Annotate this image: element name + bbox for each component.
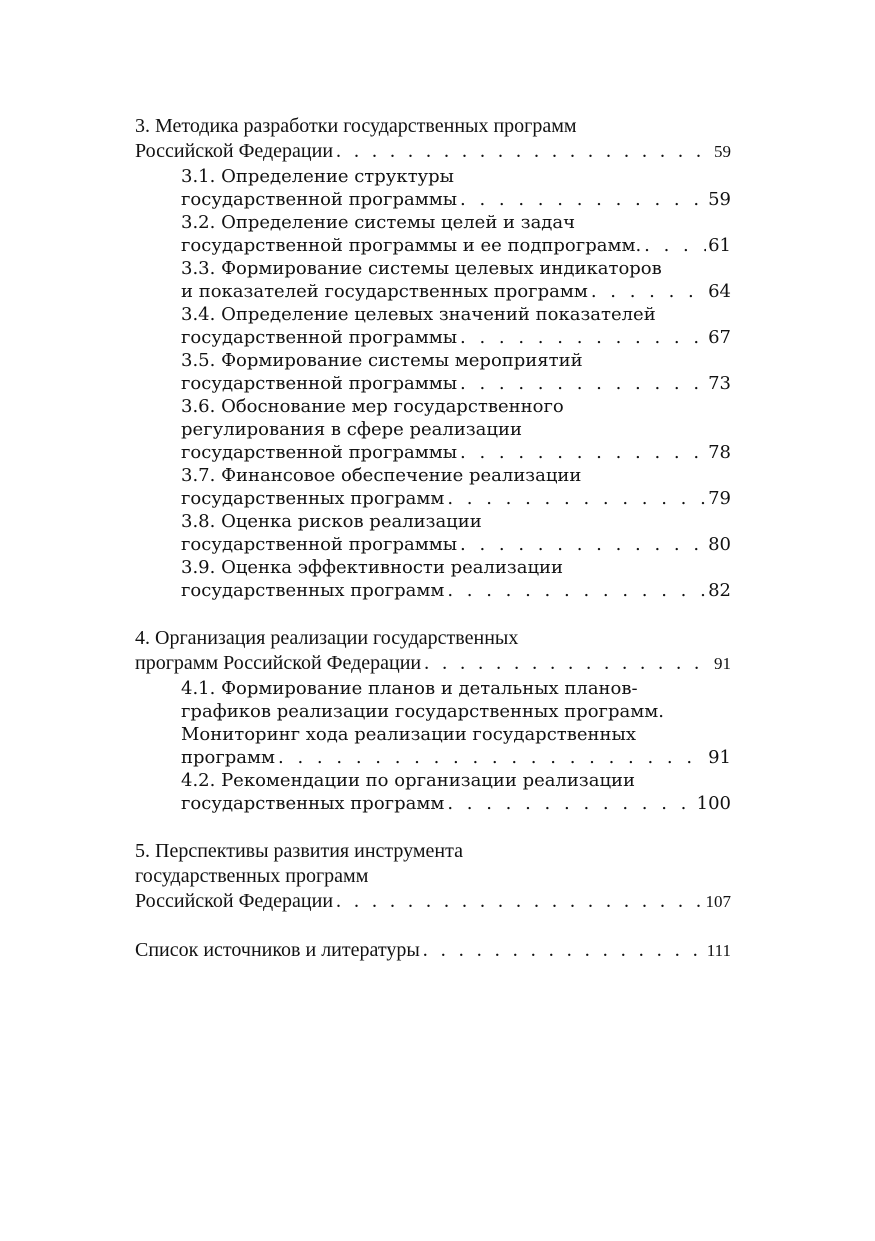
page-number: 107 xyxy=(705,892,731,911)
toc-section-3-2[interactable]: 3.2. Определение системы целей и задач государственной программы и ее подпрограмм. . . . 61 xyxy=(135,211,731,257)
page-number: 100 xyxy=(696,793,731,814)
page-number: 64 xyxy=(708,281,731,302)
dot-leader xyxy=(460,188,706,211)
chapter-title-line-last: Российской Федерации . . . 59 xyxy=(135,139,731,164)
toc-section-4-1[interactable]: 4.1. Формирование планов и детальных планов- графиков реализации государственных программ. Мониторинг хода реализации государственных программ . . . 91 xyxy=(135,677,731,769)
page-number: 91 xyxy=(714,654,731,673)
page-number: 61 xyxy=(708,235,731,256)
dot-leader xyxy=(460,441,706,464)
dot-leader xyxy=(336,139,712,164)
toc-section-4-2[interactable]: 4.2. Рекомендации по организации реализации государственных программ . . . 100 xyxy=(135,769,731,815)
dot-leader xyxy=(423,938,705,963)
dot-leader xyxy=(447,792,694,815)
page-number: 59 xyxy=(708,189,731,210)
page-number: 91 xyxy=(708,747,731,768)
toc-chapter-5[interactable] xyxy=(135,839,731,914)
dot-leader xyxy=(460,372,706,395)
page-number: 78 xyxy=(708,442,731,463)
dot-leader xyxy=(644,234,706,257)
dot-leader xyxy=(424,651,712,676)
toc-section-3-5[interactable]: 3.5. Формирование системы мероприятий государственной программы . . . 73 xyxy=(135,349,731,395)
page-number: 111 xyxy=(706,941,731,960)
toc-section-3-7[interactable]: 3.7. Финансовое обеспечение реализации государственных программ . . . 79 xyxy=(135,464,731,510)
dot-leader xyxy=(336,889,703,914)
chapter-title-line-last: Российской Федерации . . . 107 xyxy=(135,889,731,914)
toc-section-3-6[interactable]: 3.6. Обоснование мер государственного регулирования в сфере реализации государственной программы . . . 78 xyxy=(135,395,731,464)
page-number: 80 xyxy=(708,534,731,555)
toc-bibliography[interactable] xyxy=(135,938,731,963)
toc-chapter-3[interactable] xyxy=(135,114,731,164)
toc-section-3-9[interactable]: 3.9. Оценка эффективности реализации государственных программ . . . 82 xyxy=(135,556,731,602)
page-number: 82 xyxy=(708,580,731,601)
toc-section-3-8[interactable]: 3.8. Оценка рисков реализации государственной программы . . . 80 xyxy=(135,510,731,556)
page-number: 79 xyxy=(708,488,731,509)
toc-section-3-1[interactable]: 3.1. Определение структуры государственной программы . . . 59 xyxy=(135,165,731,211)
dot-leader xyxy=(447,579,706,602)
dot-leader xyxy=(460,533,706,556)
chapter-title-line: 4. Организация реализации государственных xyxy=(135,627,519,649)
page-number: 73 xyxy=(708,373,731,394)
page-number: 59 xyxy=(714,142,731,161)
dot-leader xyxy=(278,746,706,769)
toc-section-3-4[interactable]: 3.4. Определение целевых значений показателей государственной программы . . . 67 xyxy=(135,303,731,349)
dot-leader xyxy=(460,326,706,349)
chapter-title-line: 3. Методика разработки государственных программ xyxy=(135,115,577,137)
table-of-contents xyxy=(135,114,731,963)
chapter-title-line-last: Список источников и литературы . . . 111 xyxy=(135,938,731,963)
chapter-title-line: государственных программ xyxy=(135,865,369,887)
dot-leader xyxy=(591,280,706,303)
dot-leader xyxy=(447,487,706,510)
chapter-title-line: 5. Перспективы развития инструмента xyxy=(135,840,463,862)
page-number: 67 xyxy=(708,327,731,348)
toc-chapter-4[interactable] xyxy=(135,626,731,676)
chapter-title-line-last: программ Российской Федерации . . . 91 xyxy=(135,651,731,676)
toc-section-3-3[interactable]: 3.3. Формирование системы целевых индикаторов и показателей государственных программ . . . 64 xyxy=(135,257,731,303)
